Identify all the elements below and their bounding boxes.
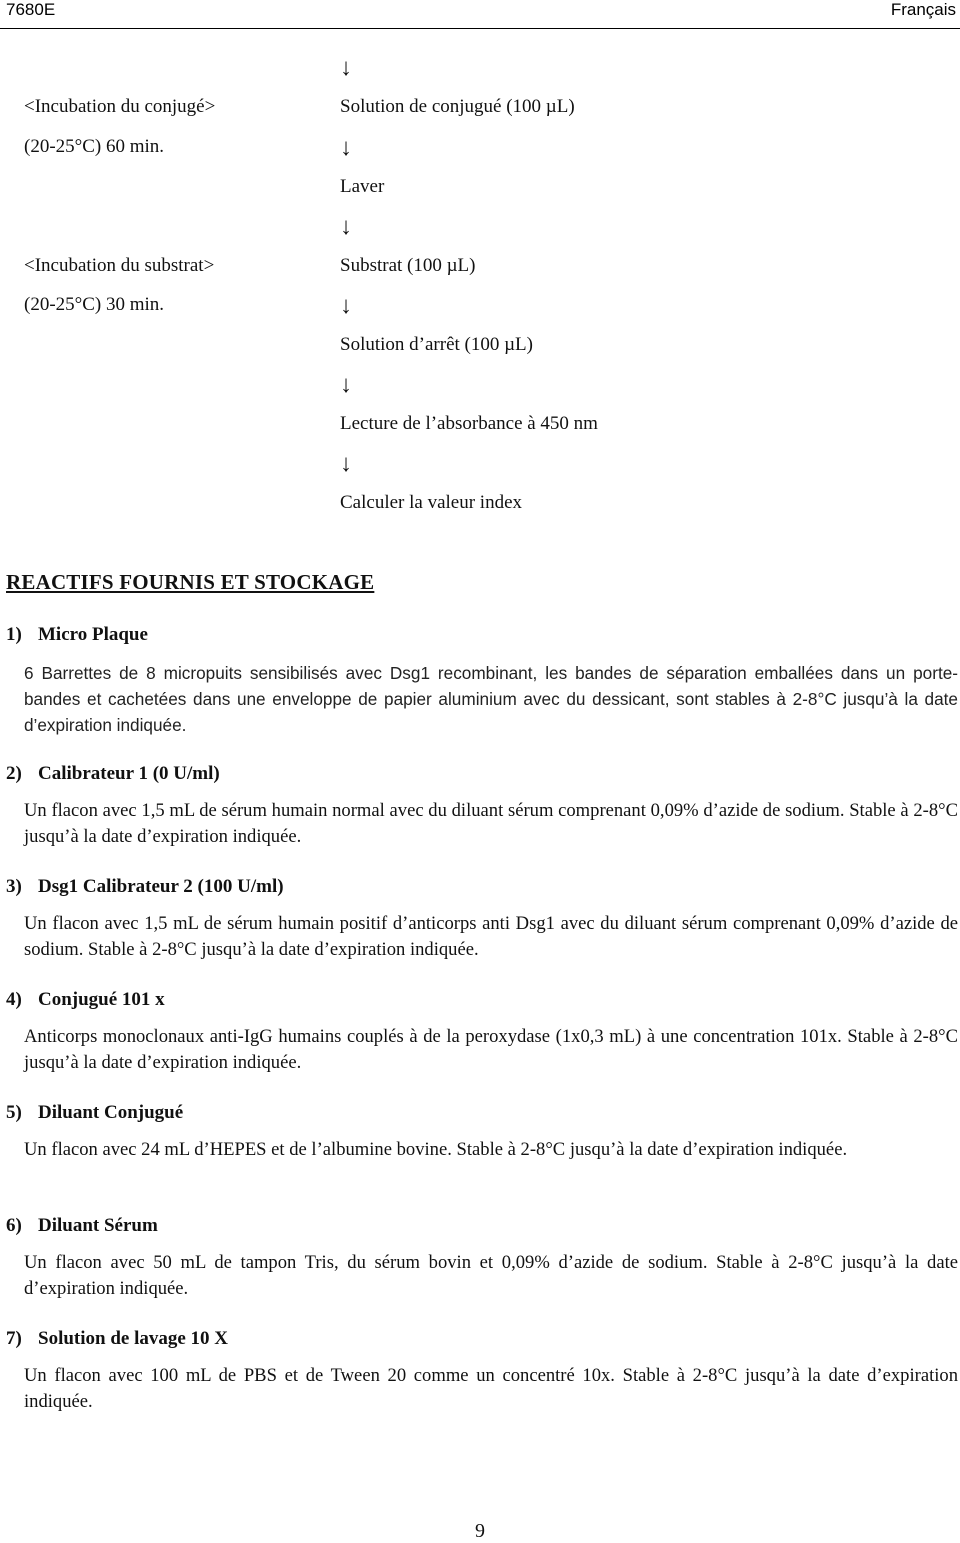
item-number: 1) — [6, 624, 22, 645]
flow-label-substrate-time: (20-25°C) 30 min. — [24, 294, 165, 315]
item-body: Anticorps monoclonaux anti-IgG humains couplés à de la peroxydase (1x0,3 mL) à une concentration 101x. Stable à 2-8°C jusqu’à la date d’expiration indiquée. — [24, 1026, 958, 1073]
item-title-text: Solution de lavage 10 X — [38, 1328, 229, 1349]
item-body: Un flacon avec 24 mL d’HEPES et de l’albumine bovine. Stable à 2-8°C jusqu’à la date d’expiration indiquée. — [24, 1139, 848, 1160]
item-number: 6) — [6, 1215, 22, 1236]
down-arrow-icon: ↓ — [340, 135, 352, 161]
flow-step-substrate: Substrat (100 µL) — [340, 255, 476, 276]
item-title — [6, 763, 220, 785]
down-arrow-icon: ↓ — [340, 451, 352, 477]
flow-step-index-value: Calculer la valeur index — [340, 492, 523, 513]
document-code: 7680E — [6, 0, 56, 19]
flow-label-substrate-incubation: <Incubation du substrat> — [24, 255, 215, 276]
item-body: Un flacon avec 1,5 mL de sérum humain positif d’anticorps anti Dsg1 avec du diluant sérum comprenant 0,09% d’azide de sodium. Stable à 2-8°C jusqu’à la date d’expiration indiquée. — [24, 913, 958, 960]
item-title-text: Diluant Conjugué — [38, 1102, 184, 1123]
item-body: Un flacon avec 100 mL de PBS et de Tween 20 comme un concentré 10x. Stable à 2-8°C jusqu’à la date d’expiration indiquée. — [24, 1365, 958, 1412]
item-number: 2) — [6, 763, 22, 784]
down-arrow-icon: ↓ — [340, 55, 352, 81]
item-title — [6, 1328, 228, 1350]
item-body: 6 Barrettes de 8 micropuits sensibilisés avec Dsg1 recombinant, les bandes de séparation emballées dans un porte-bandes et cachetées dans une enveloppe de papier aluminium avec du dessicant, sont stables à 2-8°C jusqu’à la date d’expiration indiquée. — [24, 663, 958, 735]
page-number: 9 — [475, 1520, 485, 1542]
header-rule — [0, 28, 960, 29]
item-number: 7) — [6, 1328, 22, 1349]
flow-step-conjugate: Solution de conjugué (100 µL) — [340, 96, 575, 117]
item-number: 5) — [6, 1102, 22, 1123]
down-arrow-icon: ↓ — [340, 372, 352, 398]
item-title — [6, 989, 165, 1011]
item-body: Un flacon avec 1,5 mL de sérum humain normal avec du diluant sérum comprenant 0,09% d’azide de sodium. Stable à 2-8°C jusqu’à la date d’expiration indiquée. — [24, 800, 958, 847]
down-arrow-icon: ↓ — [340, 293, 352, 319]
item-number: 4) — [6, 989, 22, 1010]
item-title-text: Micro Plaque — [38, 624, 148, 645]
flow-step-stop-solution: Solution d’arrêt (100 µL) — [340, 334, 533, 355]
down-arrow-icon: ↓ — [340, 214, 352, 240]
item-title — [6, 1215, 158, 1237]
flow-step-wash: Laver — [340, 176, 385, 197]
item-body: Un flacon avec 50 mL de tampon Tris, du sérum bovin et 0,09% d’azide de sodium. Stable à 2-8°C jusqu’à la date d’expiration indiquée. — [24, 1252, 958, 1299]
item-title-text: Calibrateur 1 (0 U/ml) — [38, 763, 220, 784]
item-number: 3) — [6, 876, 22, 897]
language-label: Français — [890, 0, 956, 19]
item-title-text: Dsg1 Calibrateur 2 (100 U/ml) — [38, 876, 284, 897]
item-title-text: Diluant Sérum — [38, 1215, 158, 1236]
flow-label-conjugate-time: (20-25°C) 60 min. — [24, 136, 165, 157]
item-title-text: Conjugué 101 x — [38, 989, 165, 1010]
flow-label-conjugate-incubation: <Incubation du conjugé> — [24, 96, 216, 117]
item-title — [6, 624, 148, 646]
section-title: REACTIFS FOURNIS ET STOCKAGE — [6, 570, 375, 594]
flow-step-absorbance: Lecture de l’absorbance à 450 nm — [340, 413, 598, 434]
item-title — [6, 876, 284, 898]
item-title — [6, 1102, 183, 1124]
